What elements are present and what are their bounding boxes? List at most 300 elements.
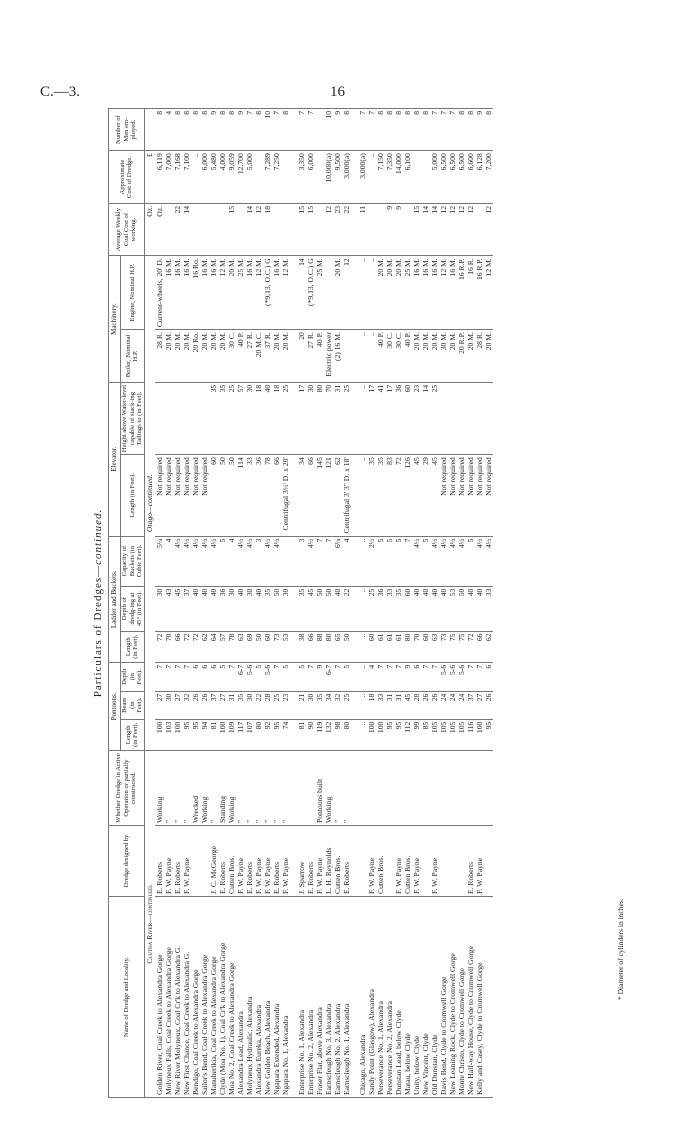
table-cell: 112 — [403, 719, 412, 750]
table-cell: .. — [191, 151, 200, 204]
table-cell: Golden River, Coal Creek to Alexandra Gorge — [155, 897, 164, 1098]
table-cell: " — [164, 751, 173, 826]
table-cell: 8 — [342, 109, 351, 151]
table-cell: 116 — [466, 719, 475, 750]
table-cell — [403, 203, 412, 255]
table-cell: 62 — [333, 455, 342, 536]
table-cell: 100 — [367, 719, 376, 750]
table-cell: 5 — [376, 536, 385, 586]
table-cell: F. W. Payne — [367, 826, 376, 897]
table-cell: 4½ — [475, 536, 484, 586]
table-cell: J. Sparrow — [297, 826, 306, 897]
table-cell: Working — [227, 751, 236, 826]
table-cell: 61 — [394, 631, 403, 662]
table-cell — [281, 536, 290, 586]
men-unit-spacer — [144, 109, 155, 151]
table-cell: Matau, below Clyde — [403, 897, 412, 1098]
table-cell: 10,000(a) — [324, 151, 333, 204]
table-cell: 35 — [297, 586, 306, 631]
table-cell: 4,000 — [218, 151, 227, 204]
table-cell: F. W. Payne — [254, 826, 263, 897]
table-cell: 33 — [484, 586, 493, 631]
table-cell: New River Molyneux, Coal Cr'k to Alexandra G. — [173, 897, 182, 1098]
table-cell: .. — [367, 256, 376, 330]
table-cell — [236, 203, 245, 255]
table-cell: F. W. Payne — [475, 826, 484, 897]
table-cell: 27 — [218, 691, 227, 719]
table-cell: 16 M. — [421, 256, 430, 330]
table-cell: 8 — [191, 109, 200, 151]
table-cell: 20 M. — [333, 256, 342, 330]
table-cell: 18 — [254, 382, 263, 454]
gap-cell — [351, 382, 358, 454]
table-cell: 95 — [191, 719, 200, 750]
table-cell: (*9,13, O.C.) G — [263, 256, 272, 330]
table-cell: 45 — [173, 586, 182, 631]
table-cell: 50 — [324, 586, 333, 631]
col-ladder-length: Length (in Feet). — [121, 631, 145, 662]
table-cell: 15 — [306, 203, 315, 255]
table-cell: 21 — [297, 691, 306, 719]
table-cell: 40 — [333, 586, 342, 631]
table-cell — [191, 203, 200, 255]
table-cell: 50 — [272, 586, 281, 631]
col-group-machinery: Machinery. — [109, 256, 121, 383]
table-cell: 27 — [173, 691, 182, 719]
table-cell: " — [333, 751, 342, 826]
table-cell: Ngapara Extended, Alexandra — [272, 897, 281, 1098]
gap-cell — [290, 719, 297, 750]
table-cell: 105 — [457, 719, 466, 750]
table-cell: 25 — [227, 382, 236, 454]
table-cell: 28 — [263, 691, 272, 719]
table-cell: 7 — [385, 662, 394, 691]
table-cell — [475, 751, 484, 826]
table-cell: 40 P. — [403, 330, 412, 383]
table-cell: E. Roberts — [173, 826, 182, 897]
table-cell: 45 — [306, 586, 315, 631]
table-cell: 30 C. — [227, 330, 236, 383]
table-cell — [191, 826, 200, 897]
table-cell: 61 — [376, 631, 385, 662]
table-cell — [403, 751, 412, 826]
table-cell — [439, 751, 448, 826]
gap-cell — [290, 382, 297, 454]
gap-cell — [351, 691, 358, 719]
table-cell: 14 — [297, 256, 306, 330]
table-cell: Moa No. 2, Coal Creek to Alexandra Gorge — [227, 897, 236, 1098]
table-cell: 6 — [412, 662, 421, 691]
table-cell: 80 — [315, 382, 324, 454]
col-group-ladder: Ladder and Buckets. — [109, 536, 121, 662]
table-cell: 30 — [155, 586, 164, 631]
table-cell: 6,128 — [475, 151, 484, 204]
table-cell: 12 — [324, 203, 333, 255]
table-cell: Perseverance No. 2, Alexandra — [385, 897, 394, 1098]
table-cell: 80 — [324, 631, 333, 662]
table-cell — [281, 151, 290, 204]
table-cell: 57 — [218, 631, 227, 662]
table-cell: New Half-way House, Clyde to Cromwell Gorge — [466, 897, 475, 1098]
table-cell — [466, 382, 475, 454]
table-cell: 4½ — [245, 536, 254, 586]
table-cell: 60 — [367, 631, 376, 662]
table-cell: Not required — [182, 455, 191, 536]
table-cell: 70 — [164, 631, 173, 662]
table-cell: 22 — [173, 203, 182, 255]
table-cell: 23 — [281, 691, 290, 719]
table-cell: 7 — [227, 662, 236, 691]
table-cell — [218, 203, 227, 255]
table-cell: Not required — [155, 455, 164, 536]
table-cell: F. W. Payne — [394, 826, 403, 897]
table-cell: 69 — [245, 631, 254, 662]
table-cell: 7 — [466, 662, 475, 691]
table-cell — [385, 751, 394, 826]
gap-cell — [351, 256, 358, 330]
table-cell: 95 — [394, 719, 403, 750]
table-cell: 4½ — [306, 536, 315, 586]
gap-cell — [351, 826, 358, 897]
table-cell: E. Roberts — [218, 826, 227, 897]
table-cell — [439, 826, 448, 897]
table-cell: 7 — [324, 536, 333, 586]
table-cell: 40 — [191, 586, 200, 631]
table-cell: F. W. Payne — [236, 826, 245, 897]
table-cell: 7 — [333, 662, 342, 691]
table-cell: 9 — [475, 109, 484, 151]
table-cell: Standing — [218, 751, 227, 826]
table-cell: 12 M. — [281, 256, 290, 330]
table-cell: 5,480 — [209, 151, 218, 204]
col-elevator-length: Length (in Feet). — [121, 455, 145, 536]
table-cell: 9,500 — [333, 151, 342, 204]
dredges-table — [108, 108, 493, 1098]
gap-cell — [290, 826, 297, 897]
table-cell: " — [209, 751, 218, 826]
table-cell: 6,500 — [439, 151, 448, 204]
table-row — [191, 109, 200, 1098]
table-cell: Fraser Flat, above Alexandra — [315, 897, 324, 1098]
table-cell: 30 C. — [394, 330, 403, 383]
table-cell: 117 — [236, 719, 245, 750]
table-cell — [421, 751, 430, 826]
table-cell: 100 — [376, 719, 385, 750]
table-cell: (2) 16 M. — [333, 330, 342, 383]
table-cell: 20 R.P. — [457, 330, 466, 383]
table-cell — [457, 751, 466, 826]
gap-cell — [290, 536, 297, 586]
table-cell — [315, 203, 324, 255]
table-cell: Oz. — [155, 203, 164, 255]
table-cell: 14 — [245, 203, 254, 255]
table-cell: 9,059 — [227, 151, 236, 204]
table-cell: Earnscleugh No. 2, Alexandra — [333, 897, 342, 1098]
table-cell: 22 — [342, 203, 351, 255]
table-cell: 38 — [297, 631, 306, 662]
table-cell: 62 — [200, 631, 209, 662]
table-cell: 35 — [218, 382, 227, 454]
table-cell: 8 — [218, 109, 227, 151]
table-cell: 5-6 — [439, 662, 448, 691]
table-cell: Not required — [200, 455, 209, 536]
table-cell: 60 — [403, 382, 412, 454]
table-cell: 7 — [475, 662, 484, 691]
table-cell — [155, 382, 164, 454]
table-cell: 20 Ro. — [191, 330, 200, 383]
table-cell: 31 — [394, 691, 403, 719]
table-cell — [297, 751, 306, 826]
table-cell: 95 — [272, 719, 281, 750]
table-cell: " — [182, 751, 191, 826]
table-row — [439, 109, 448, 1098]
gap-cell — [351, 719, 358, 750]
table-cell: New First Chance, Coal Creek to Alexandra G. — [182, 897, 191, 1098]
table-cell: Alexandra Lead, Alexandra — [236, 897, 245, 1098]
table-cell: 121 — [324, 455, 333, 536]
table-cell: 25 — [367, 586, 376, 631]
table-cell: Ngapara No. 1, Alexandra — [281, 897, 290, 1098]
table-cell — [484, 382, 493, 454]
table-cell: 9 — [385, 203, 394, 255]
table-cell: 90 — [306, 719, 315, 750]
table-cell: 20 M. — [412, 330, 421, 383]
table-cell — [439, 382, 448, 454]
table-cell: 8 — [457, 109, 466, 151]
table-cell: .. — [358, 719, 367, 750]
gap-cell — [351, 109, 358, 151]
table-cell: 98 — [333, 719, 342, 750]
table-cell: 7,289 — [263, 151, 272, 204]
table-title — [88, 108, 108, 1098]
table-cell: 66 — [173, 631, 182, 662]
table-row — [430, 109, 439, 1098]
table-cell: 109 — [227, 719, 236, 750]
table-cell: 20 M. — [484, 330, 493, 383]
table-cell: Sandy Point (Glasgow), Alexandra — [367, 897, 376, 1098]
table-cell: 4½ — [457, 536, 466, 586]
table-cell: 7 — [421, 662, 430, 691]
table-cell: 4½ — [263, 536, 272, 586]
table-cell: 20 M. — [385, 256, 394, 330]
table-cell: 20 M. — [281, 330, 290, 383]
table-cell — [430, 751, 439, 826]
table-cell: 6-7 — [236, 662, 245, 691]
table-cell: 9 — [333, 109, 342, 151]
table-cell: 30 M. — [439, 330, 448, 383]
table-cell: 16 M. — [245, 256, 254, 330]
table-cell: " — [272, 751, 281, 826]
table-cell: 4½ — [182, 536, 191, 586]
table-cell: 50 — [254, 631, 263, 662]
table-cell: 5 — [421, 536, 430, 586]
table-cell: 11 — [358, 203, 367, 255]
table-cell: 63 — [236, 631, 245, 662]
table-cell: 4 — [227, 536, 236, 586]
table-cell: Cutten Bros. — [403, 826, 412, 897]
table-cell: 5-6 — [263, 662, 272, 691]
table-cell: 4½ — [200, 536, 209, 586]
table-cell: 35 — [376, 455, 385, 536]
table-cell: 40 P. — [315, 330, 324, 383]
table-cell: F. W. Payne — [182, 826, 191, 897]
table-cell: 3,350 — [297, 151, 306, 204]
table-cell: 60 — [263, 631, 272, 662]
table-cell: 5,000 — [430, 151, 439, 204]
table-cell: 7 — [367, 109, 376, 151]
table-cell: 18 — [263, 203, 272, 255]
table-cell: Working — [200, 751, 209, 826]
table-cell: 7 — [430, 109, 439, 151]
table-cell: 132 — [324, 719, 333, 750]
table-cell: 24 — [439, 691, 448, 719]
table-cell: 36 — [376, 586, 385, 631]
table-cell: Perseverance No. 1, Alexandra — [376, 897, 385, 1098]
table-cell: 7,000 — [164, 151, 173, 204]
page-reference: C.—3. — [40, 84, 81, 100]
table-cell: 7,100 — [182, 151, 191, 204]
table-cell: 95 — [484, 719, 493, 750]
table-cell: 5 — [297, 662, 306, 691]
table-cell: 8 — [182, 109, 191, 151]
table-cell: 5 — [218, 662, 227, 691]
table-row — [484, 109, 493, 1098]
gap-cell — [351, 631, 358, 662]
table-cell: 126 — [403, 455, 412, 536]
table-cell: F. W. Payne — [164, 826, 173, 897]
table-cell: 34 — [297, 455, 306, 536]
table-cell: 74 — [281, 719, 290, 750]
table-title-text: Particulars of Dredges— — [92, 564, 104, 698]
page-number: 16 — [330, 84, 345, 100]
table-cell: Not required — [173, 455, 182, 536]
table-row — [297, 109, 306, 1098]
table-row — [272, 109, 281, 1098]
table-cell: .. — [358, 256, 367, 330]
table-cell: 30 C. — [385, 330, 394, 383]
table-row — [200, 109, 209, 1098]
table-cell: Kelly and Casey, Clyde to Cromwell Gorge — [475, 897, 484, 1098]
table-cell: 66 — [306, 455, 315, 536]
col-pontoon-depth: Depth (in Feet). — [121, 662, 145, 691]
table-cell — [254, 151, 263, 204]
table-cell: 83 — [385, 455, 394, 536]
table-cell: 7 — [394, 662, 403, 691]
table-cell: 4½ — [191, 536, 200, 586]
table-cell: 8 — [466, 109, 475, 151]
table-cell: 6,100 — [403, 151, 412, 204]
table-cell: 7,200 — [484, 151, 493, 204]
table-cell: 30 — [281, 586, 290, 631]
table-row — [475, 109, 484, 1098]
table-cell: 75 — [457, 631, 466, 662]
col-bucket-capacity: Capacity of Buckets (in Cubic Feet). — [121, 536, 145, 586]
table-cell: 40 — [254, 586, 263, 631]
table-cell: 57 — [236, 382, 245, 454]
table-cell: 7 — [164, 662, 173, 691]
table-cell: 7 — [306, 662, 315, 691]
table-cell — [448, 751, 457, 826]
table-cell: 25 M. — [403, 256, 412, 330]
table-cell: Not required — [475, 455, 484, 536]
table-cell: Cutten Bros. — [376, 826, 385, 897]
table-cell: 40 P. — [376, 330, 385, 383]
table-cell: .. — [358, 662, 367, 691]
table-cell: 4½ — [448, 536, 457, 586]
table-cell: 100 — [173, 719, 182, 750]
table-cell — [484, 897, 493, 1098]
table-cell: 20 M. — [421, 330, 430, 383]
table-row — [227, 109, 236, 1098]
table-cell: 40 — [421, 586, 430, 631]
table-cell: 4 — [164, 109, 173, 151]
table-cell: J. C. McGeorge — [209, 826, 218, 897]
table-cell: 5 — [394, 536, 403, 586]
table-cell: 14 — [182, 203, 191, 255]
table-cell: Dunstan Lead, below Clyde — [394, 897, 403, 1098]
table-cell: 50 — [342, 631, 351, 662]
table-cell — [457, 382, 466, 454]
table-row — [333, 109, 342, 1098]
table-row — [421, 109, 430, 1098]
table-row — [173, 109, 182, 1098]
table-cell — [475, 203, 484, 255]
table-cell: 75 — [448, 631, 457, 662]
table-cell: 4½ — [173, 536, 182, 586]
table-cell: 23 — [412, 382, 421, 454]
table-cell: 103 — [164, 719, 173, 750]
table-cell: 36 — [254, 455, 263, 536]
table-cell: Clyde (Moa No. 1), Coal Cr'k to Alexandra Gorge — [218, 897, 227, 1098]
table-cell: 10 — [263, 109, 272, 151]
table-cell: 12 — [342, 256, 351, 330]
table-cell: 20 M. — [430, 330, 439, 383]
col-coal: Average Weekly Coal Cost of working. — [109, 203, 145, 255]
table-cell: 60 — [421, 631, 430, 662]
table-cell: 7,350 — [385, 151, 394, 204]
table-cell: 41 — [376, 382, 385, 454]
table-cell: 40 — [263, 382, 272, 454]
dredges-table-block — [88, 108, 648, 1098]
table-cell: 6-7 — [324, 662, 333, 691]
footnote-text: * Diameter of cylinders in inches. — [616, 898, 625, 1000]
table-cell: 60 — [403, 586, 412, 631]
table-cell: 6,500 — [457, 151, 466, 204]
table-cell: 16 M. — [209, 256, 218, 330]
table-cell: 20 — [297, 330, 306, 383]
gap-cell — [290, 586, 297, 631]
table-cell — [448, 826, 457, 897]
table-cell: Bendigo, Coal Creek to Alexandra Gorge — [191, 897, 200, 1098]
table-cell: 6 — [484, 662, 493, 691]
table-cell: 5 — [342, 662, 351, 691]
table-cell: 5 — [254, 662, 263, 691]
table-cell: 7 — [182, 662, 191, 691]
table-cell: Enterprise No. 1, Alexandra — [297, 897, 306, 1098]
table-cell: 9 — [315, 662, 324, 691]
gap-cell — [290, 203, 297, 255]
table-cell: 45 — [403, 691, 412, 719]
table-cell: 30 — [306, 382, 315, 454]
table-cell — [315, 151, 324, 204]
table-cell: 16 M. — [164, 256, 173, 330]
table-cell: 8 — [412, 109, 421, 151]
table-cell: 8 — [155, 109, 164, 151]
table-cell: Not required — [457, 455, 466, 536]
table-cell: 36 — [218, 586, 227, 631]
table-cell: " — [342, 751, 351, 826]
col-operation: Whether Dredge in Active Operation or partially constructed. — [109, 751, 145, 826]
